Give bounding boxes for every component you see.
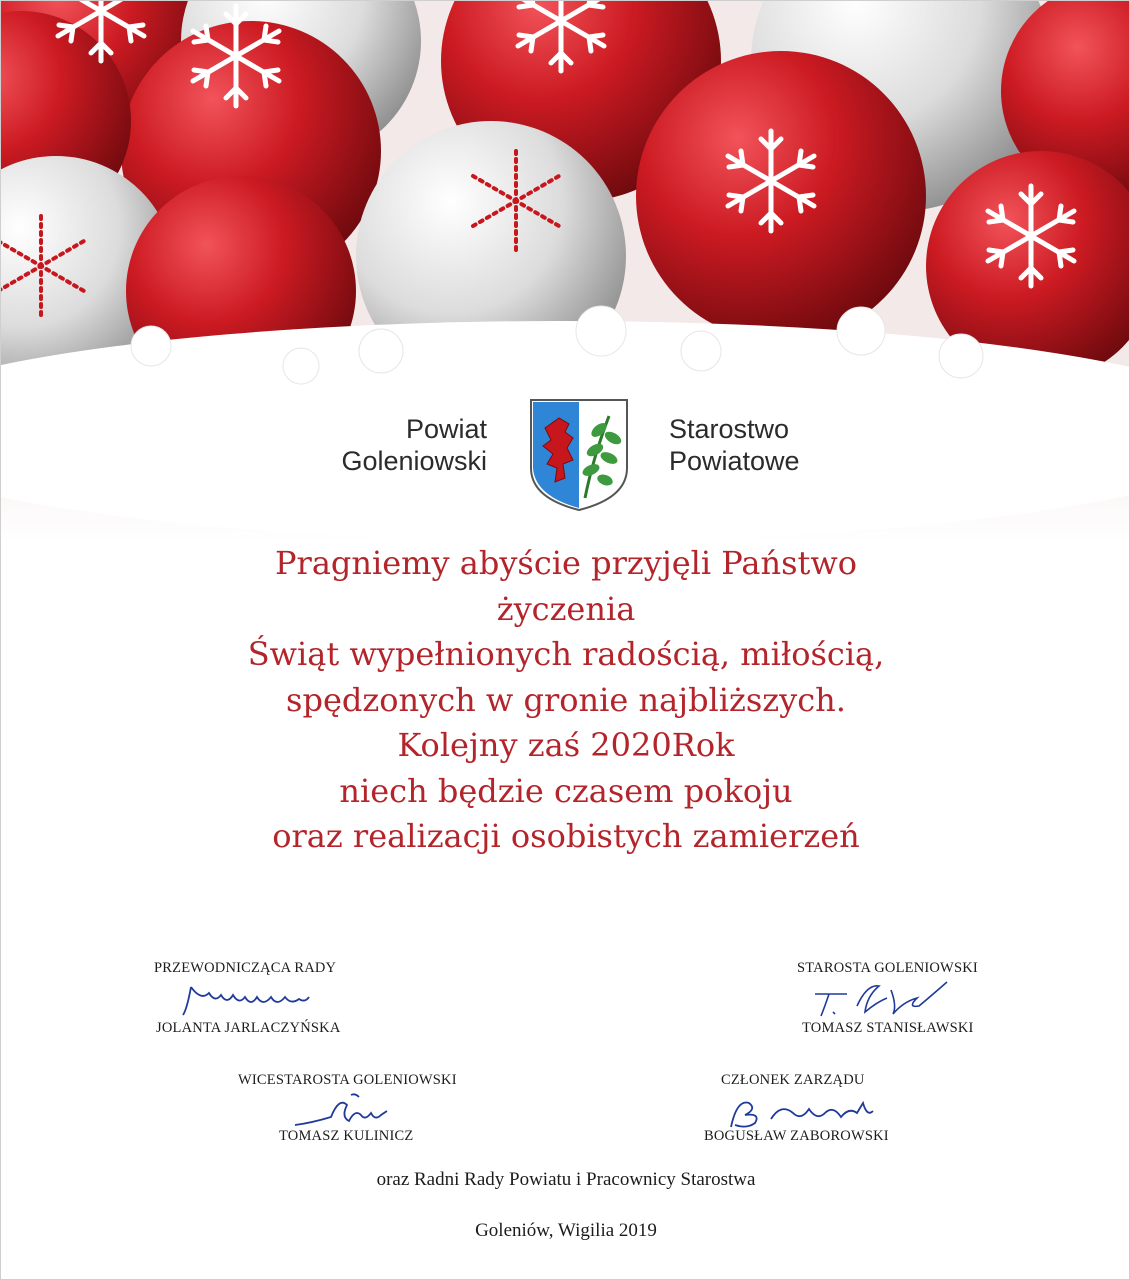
- signature-name: BOGUSŁAW ZABOROWSKI: [704, 1128, 889, 1144]
- footer-place-date: Goleniów, Wigilia 2019: [475, 1220, 657, 1241]
- wishes-line: Świąt wypełnionych radością, miłością,: [247, 635, 885, 673]
- signature-name: TOMASZ KULINICZ: [279, 1128, 414, 1144]
- signature-name: JOLANTA JARLACZYŃSKA: [156, 1020, 341, 1036]
- header-left: [301, 413, 487, 477]
- wishes-line: oraz realizacji osobistych zamierzeń: [272, 817, 860, 855]
- wishes-line: Kolejny zaś 2020Rok: [397, 726, 735, 764]
- handwritten-signature: [807, 976, 957, 1021]
- signature-title: PRZEWODNICZĄCA RADY: [154, 960, 337, 976]
- wishes-line: życzenia: [496, 589, 636, 628]
- header-left-line2: Goleniowski: [341, 446, 487, 476]
- handwritten-signature: [181, 979, 316, 1019]
- wishes-line: niech będzie czasem pokoju: [339, 771, 793, 810]
- header-right-line2: Powiatowe: [669, 446, 800, 476]
- wishes-line: spędzonych w gronie najbliższych.: [286, 680, 846, 719]
- handwritten-signature: [291, 1091, 401, 1131]
- signature-title: CZŁONEK ZARZĄDU: [721, 1072, 865, 1088]
- coat-of-arms-icon: [529, 398, 629, 512]
- header-right-line1: Starostwo: [669, 414, 790, 444]
- header-left-line1: Powiat: [405, 414, 487, 444]
- footer-also: oraz Radni Rady Powiatu i Pracownicy Starostwa: [376, 1169, 756, 1190]
- signature-title: STAROSTA GOLENIOWSKI: [797, 960, 978, 976]
- wishes-line: Pragniemy abyście przyjęli Państwo: [274, 544, 858, 582]
- signature-name: TOMASZ STANISŁAWSKI: [802, 1020, 974, 1036]
- signature-title: WICESTAROSTA GOLENIOWSKI: [238, 1072, 457, 1088]
- wishes-text: [171, 541, 961, 860]
- header-right: [669, 413, 889, 477]
